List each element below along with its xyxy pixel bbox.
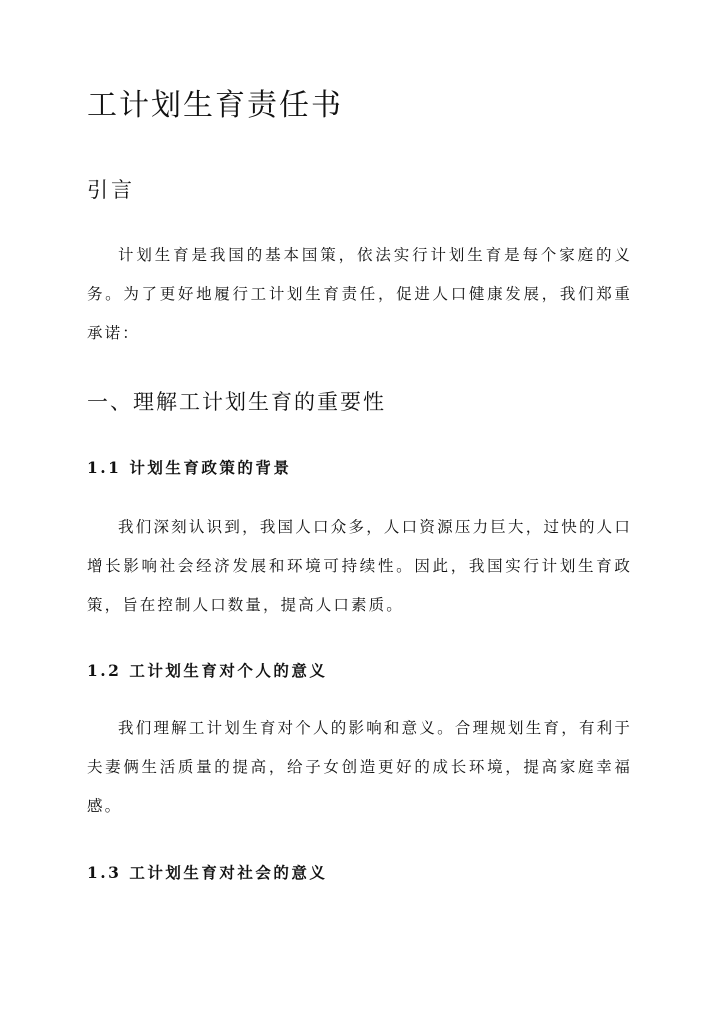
document-title: 工计划生育责任书 (87, 88, 343, 123)
subsection-1-1-heading: 1.1 计划生育政策的背景 (87, 458, 292, 477)
subsection-1-1-paragraph: 我们深刻认识到，我国人口众多，人口资源压力巨大，过快的人口增长影响社会经济发展和环境可持续性。因此，我国实行计划生育政策，旨在控制人口数量，提高人口素质。 (87, 518, 632, 614)
subsection-1-2-paragraph: 我们理解工计划生育对个人的影响和意义。合理规划生育，有利于夫妻俩生活质量的提高，给子女创造更好的成长环境，提高家庭幸福感。 (87, 719, 632, 815)
subsection-1-2-heading: 1.2 工计划生育对个人的意义 (87, 661, 328, 680)
section-1-heading: 一、理解工计划生育的重要性 (87, 390, 386, 414)
intro-heading: 引言 (87, 178, 135, 202)
intro-paragraph: 计划生育是我国的基本国策，依法实行计划生育是每个家庭的义务。为了更好地履行工计划生育责任，促进人口健康发展，我们郑重承诺： (87, 246, 632, 342)
subsection-1-3-heading: 1.3 工计划生育对社会的意义 (87, 863, 328, 882)
